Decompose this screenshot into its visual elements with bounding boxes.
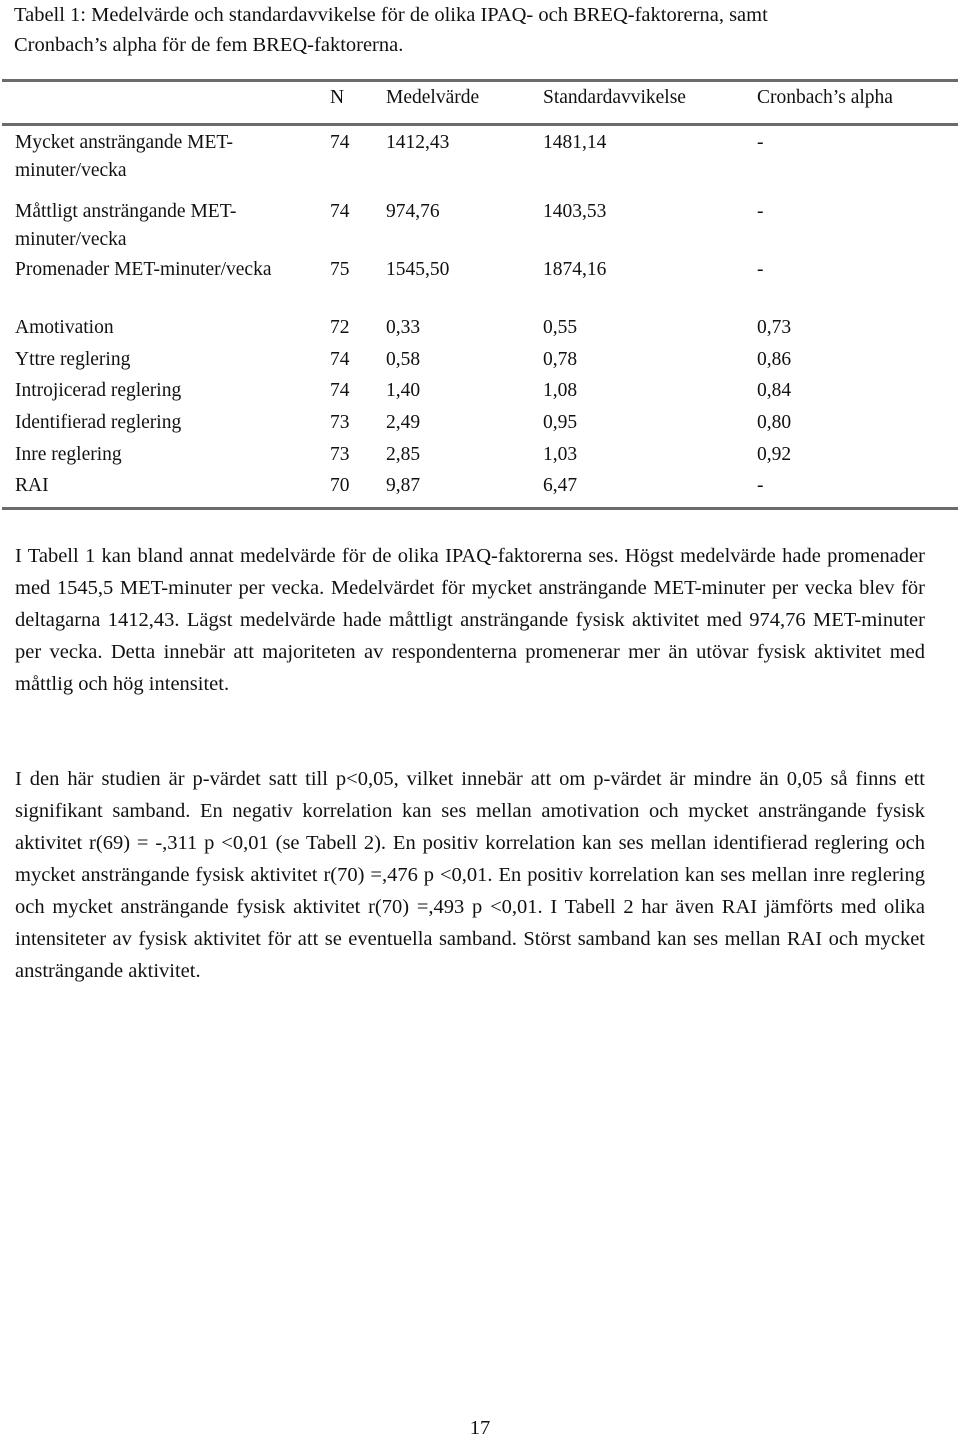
table-caption-line-2: Cronbach’s alpha för de fem BREQ-faktorerna. [14,34,404,56]
table-top-rule [2,79,958,82]
header-sd: Standardavvikelse [543,87,686,108]
row-mean: 1412,43 [386,132,450,153]
row-sd: 1403,53 [543,201,607,222]
row-mean: 0,58 [386,349,421,370]
row-alpha: 0,80 [757,412,792,433]
row-alpha: 0,86 [757,349,792,370]
row-alpha: 0,73 [757,317,792,338]
row-label: RAI [15,475,49,496]
row-sd: 6,47 [543,475,578,496]
row-label: Amotivation [15,317,114,338]
row-label: Promenader MET-minuter/vecka [15,259,272,280]
row-n: 74 [330,380,350,401]
row-mean: 2,49 [386,412,421,433]
row-label: Yttre reglering [15,349,131,370]
page-number: 17 [469,1417,491,1439]
row-n: 74 [330,201,350,222]
row-n: 75 [330,259,350,280]
body-paragraph-1: I Tabell 1 kan bland annat medelvärde för de olika IPAQ-faktorerna ses. Högst medelvärde hade promenader med 1545,5 MET-minuter per vecka. Medelvärdet för mycket ansträngande MET-minuter per vecka blev för deltagarna 1412,43. Lägst medelvärde hade måttligt ansträngande fysisk aktivitet med 974,76 MET-minuter per vecka. Detta innebär att majoriteten av respondenterna promenerar mer än utövar fysisk aktivitet med måttlig och hög intensitet. [15,545,925,695]
body-paragraph-2: I den här studien är p-värdet satt till p<0,05, vilket innebär att om p-värdet är mindre än 0,05 så finns ett signifikant samband. En negativ korrelation kan ses mellan amotivation och mycket ansträngande fysisk aktivitet r(69) = -,311 p <0,01 (se Tabell 2). En positiv korrelation kan ses mellan identifierad reglering och mycket ansträngande fysisk aktivitet r(70) =,476 p <0,01. En positiv korrelation kan ses mellan inre reglering och mycket ansträngande fysisk aktivitet r(70) =,493 p <0,01. I Tabell 2 har även RAI jämförts med olika intensiteter av fysisk aktivitet för att se eventuella samband. Störst samband kan ses mellan RAI och mycket ansträngande aktivitet. [15,768,925,982]
row-mean: 1,40 [386,380,421,401]
header-alpha: Cronbach’s alpha [757,87,893,108]
table-caption-line-1: Tabell 1: Medelvärde och standardavvikelse för de olika IPAQ- och BREQ-faktorerna, samt [14,4,768,26]
table-caption [14,0,944,60]
row-mean: 2,85 [386,444,421,465]
row-alpha: - [757,132,764,153]
row-sd: 0,78 [543,349,578,370]
table-bottom-rule [2,507,958,510]
row-n: 73 [330,444,350,465]
row-mean: 1545,50 [386,259,450,280]
row-label: Inre reglering [15,444,122,465]
row-mean: 9,87 [386,475,421,496]
row-mean: 0,33 [386,317,421,338]
table-header-rule [2,123,958,126]
row-alpha: 0,84 [757,380,792,401]
row-sd: 0,55 [543,317,578,338]
row-sd: 1,08 [543,380,578,401]
row-label: Identifierad reglering [15,412,182,433]
row-label: Introjicerad reglering [15,380,182,401]
row-sd: 1481,14 [543,132,607,153]
row-n: 70 [330,475,350,496]
row-n: 74 [330,132,350,153]
header-mean: Medelvärde [386,87,480,108]
row-sd: 0,95 [543,412,578,433]
row-n: 72 [330,317,350,338]
row-sd: 1,03 [543,444,578,465]
row-n: 73 [330,412,350,433]
row-alpha: - [757,475,764,496]
row-alpha: - [757,259,764,280]
row-label: Mycket ansträngande MET-minuter/vecka [15,132,234,181]
row-mean: 974,76 [386,201,440,222]
header-n: N [330,87,345,108]
row-alpha: 0,92 [757,444,792,465]
row-n: 74 [330,349,350,370]
row-label: Måttligt ansträngande MET-minuter/vecka [15,201,237,250]
row-sd: 1874,16 [543,259,607,280]
row-alpha: - [757,201,764,222]
